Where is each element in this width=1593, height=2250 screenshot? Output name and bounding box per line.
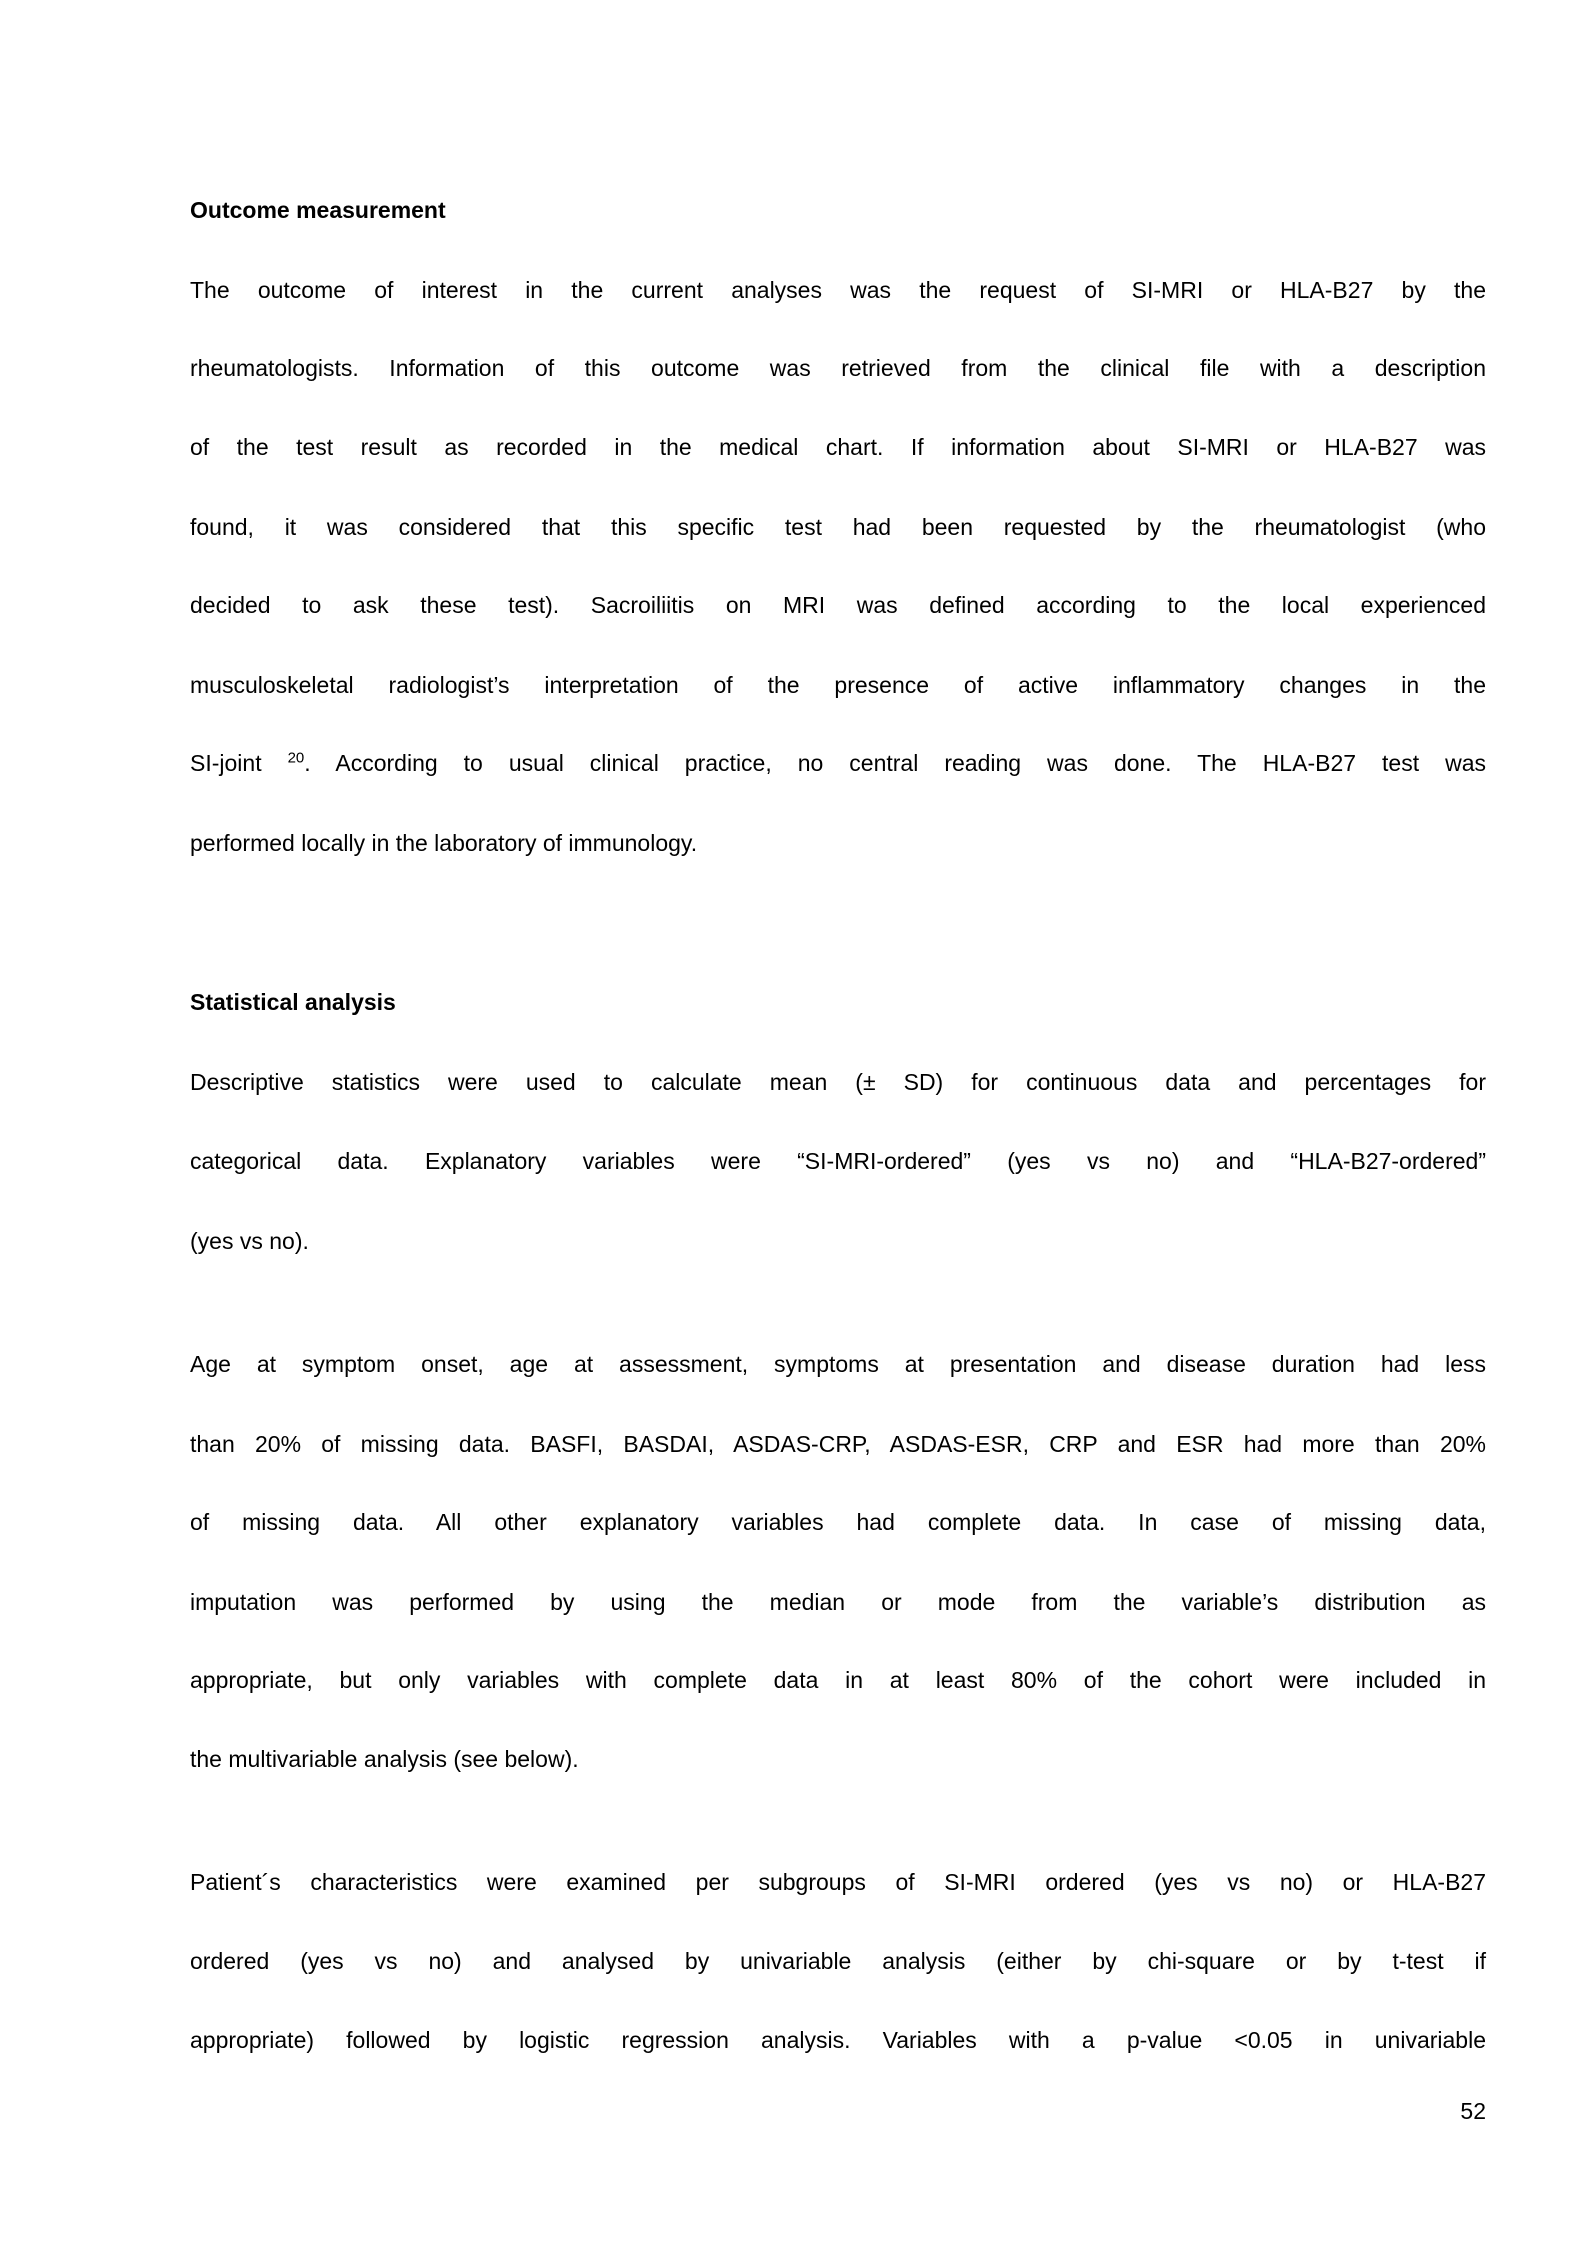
paragraph-line: SI-joint $^{20}$. According to usual clinical practice, no central reading was done. The HLA-B27 test was [190,749,1486,776]
section-heading: Outcome measurement [190,197,446,223]
paragraph-line: Descriptive statistics were used to calculate mean (± SD) for continuous data and percentages for [190,1069,1486,1095]
paragraph-line: decided to ask these test). Sacroiliitis on MRI was defined according to the local experienced [190,592,1486,618]
paragraph-line: appropriate) followed by logistic regression analysis. Variables with a p-value <0.05 in univariable [190,2027,1486,2053]
citation-superscript: 20 [287,749,305,767]
paragraph-line: appropriate, but only variables with complete data in at least 80% of the cohort were included in [190,1667,1486,1693]
paragraph-line: of the test result as recorded in the medical chart. If information about SI-MRI or HLA-B27 was [190,434,1486,460]
paragraph-line: found, it was considered that this specific test had been requested by the rheumatologist (who [190,514,1486,540]
paragraph-line: than 20% of missing data. BASFI, BASDAI, ASDAS-CRP, ASDAS-ESR, CRP and ESR had more than 20% [190,1431,1486,1457]
paragraph-line: of missing data. All other explanatory variables had complete data. In case of missing data, [190,1509,1486,1535]
paragraph-line: (yes vs no). [190,1228,309,1254]
section-heading: Statistical analysis [190,989,396,1015]
paragraph-line: performed locally in the laboratory of immunology. [190,830,698,856]
page-number: 52 [1460,2098,1486,2124]
paragraph-line: Age at symptom onset, age at assessment, symptoms at presentation and disease duration had less [190,1351,1486,1377]
paragraph-line: The outcome of interest in the current analyses was the request of SI-MRI or HLA-B27 by the [190,277,1486,303]
paragraph-line: the multivariable analysis (see below). [190,1746,579,1772]
paragraph-line: musculoskeletal radiologist’s interpretation of the presence of active inflammatory changes in the [190,672,1486,698]
paragraph-line: categorical data. Explanatory variables were “SI-MRI-ordered” (yes vs no) and “HLA-B27-ordered” [190,1148,1486,1174]
paragraph-line: imputation was performed by using the median or mode from the variable’s distribution as [190,1589,1486,1615]
paragraph-line: ordered (yes vs no) and analysed by univariable analysis (either by chi-square or by t-test if [190,1948,1486,1974]
paragraph-line: rheumatologists. Information of this outcome was retrieved from the clinical file with a description [190,355,1486,381]
paragraph-line: Patient´s characteristics were examined per subgroups of SI-MRI ordered (yes vs no) or HLA-B27 [190,1869,1486,1895]
